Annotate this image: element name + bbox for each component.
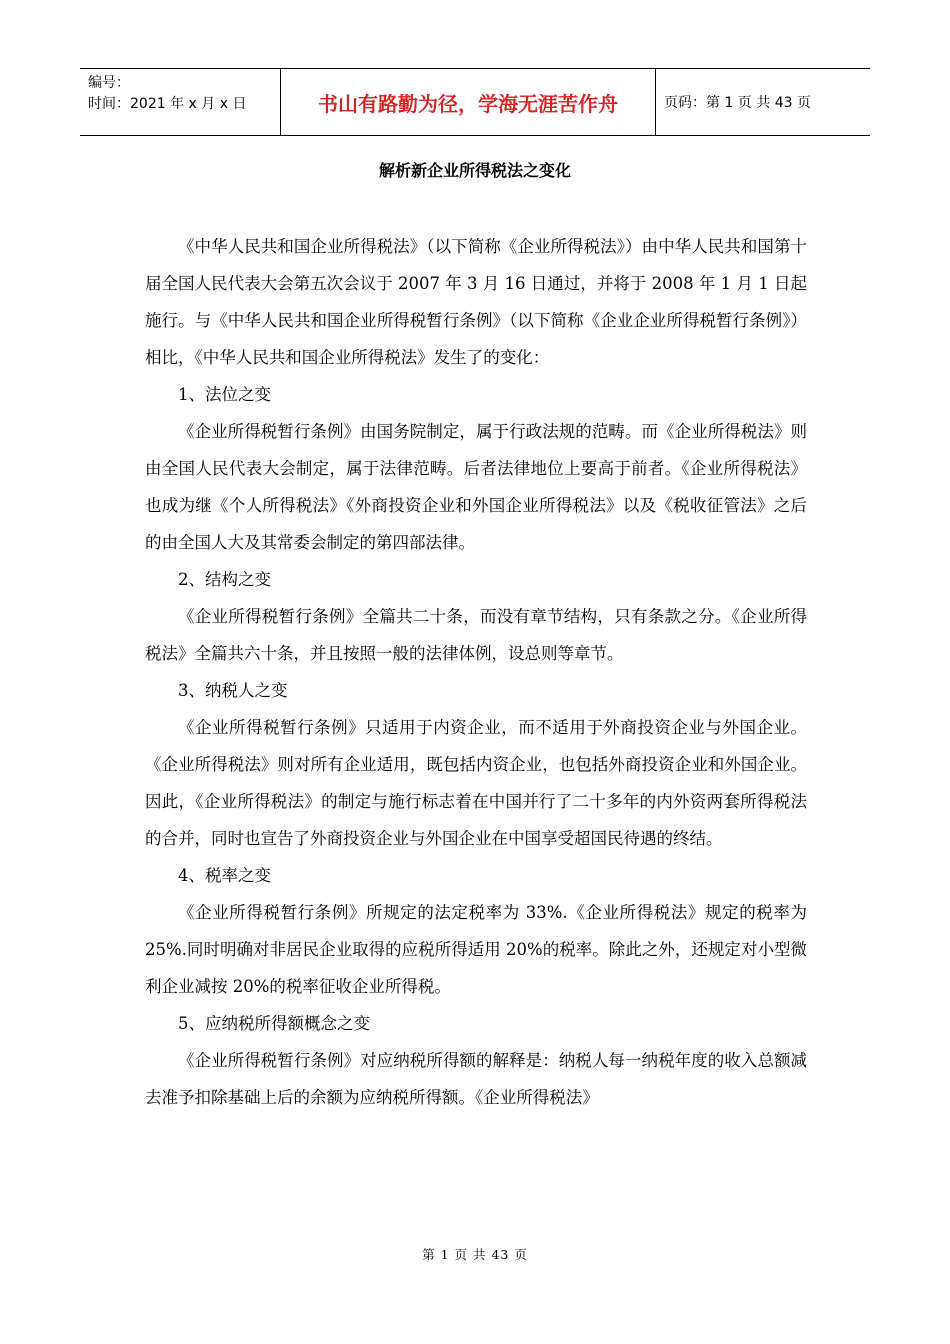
- section-paragraph-2: 《企业所得税暂行条例》全篇共二十条，而没有章节结构，只有条款之分。《企业所得税法》全篇共六十条，并且按照一般的法律体例，设总则等章节。: [145, 607, 807, 663]
- section-paragraph-3: 《企业所得税暂行条例》只适用于内资企业，而不适用于外商投资企业与外国企业。《企业所得税法》则对所有企业适用，既包括内资企业，也包括外商投资企业和外国企业。因此，《企业所得税法》的制定与施行标志着在中国并行了二十多年的内外资两套所得税法的合并，同时也宣告了外商投资企业与外国企业在中国享受超国民待遇的终结。: [145, 718, 807, 848]
- section-heading-1: 1、法位之变: [178, 385, 271, 404]
- intro-paragraph: 《中华人民共和国企业所得税法》（以下简称《企业所得税法》）由中华人民共和国第十届全国人民代表大会第五次会议于 2007 年 3 月 16 日通过，并将于 2008 年 1 月 1 日起施行。与《中华人民共和国企业所得税暂行条例》（以下简称《企业企业所得税暂行条例》）相比，《中华人民共和国企业所得税法》发生了的变化：: [145, 237, 807, 367]
- page-info-cell: [656, 69, 870, 135]
- slogan-cell: [280, 69, 656, 135]
- section-heading-5: 5、应纳税所得额概念之变: [178, 1014, 370, 1033]
- code-label: 编号：: [88, 75, 130, 91]
- section-paragraph-1: 《企业所得税暂行条例》由国务院制定，属于行政法规的范畴。而《企业所得税法》则由全国人民代表大会制定，属于法律范畴。后者法律地位上要高于前者。《企业所得税法》也成为继《个人所得税法》《外商投资企业和外国企业所得税法》以及《税收征管法》之后的由全国人大及其常委会制定的第四部法律。: [145, 422, 807, 552]
- section-heading-2: 2、结构之变: [178, 570, 271, 589]
- page-info-text: 页码：第 1 页 共 43 页: [664, 95, 811, 111]
- document-title: 解析新企业所得税法之变化: [378, 161, 571, 180]
- section-paragraph-5: 《企业所得税暂行条例》对应纳税所得额的解释是：纳税人每一纳税年度的收入总额减去准予扣除基础上后的余额为应纳税所得额。《企业所得税法》: [145, 1051, 807, 1107]
- page-footer: 第 1 页 共 43 页: [422, 1247, 528, 1262]
- slogan-text: 书山有路勤为径，学海无涯苦作舟: [318, 91, 618, 116]
- document-body: [145, 228, 807, 1116]
- section-heading-3: 3、纳税人之变: [178, 681, 288, 700]
- time-label: 时间：2021 年 x 月 x 日: [88, 96, 247, 112]
- header-meta-cell: [80, 69, 280, 135]
- section-paragraph-4: 《企业所得税暂行条例》所规定的法定税率为 33%.《企业所得税法》规定的税率为 25%.同时明确对非居民企业取得的应税所得适用 20%的税率。除此之外，还规定对小型微利企业减按 20%的税率征收企业所得税。: [145, 903, 807, 996]
- header-table: [80, 68, 870, 136]
- section-heading-4: 4、税率之变: [178, 866, 271, 885]
